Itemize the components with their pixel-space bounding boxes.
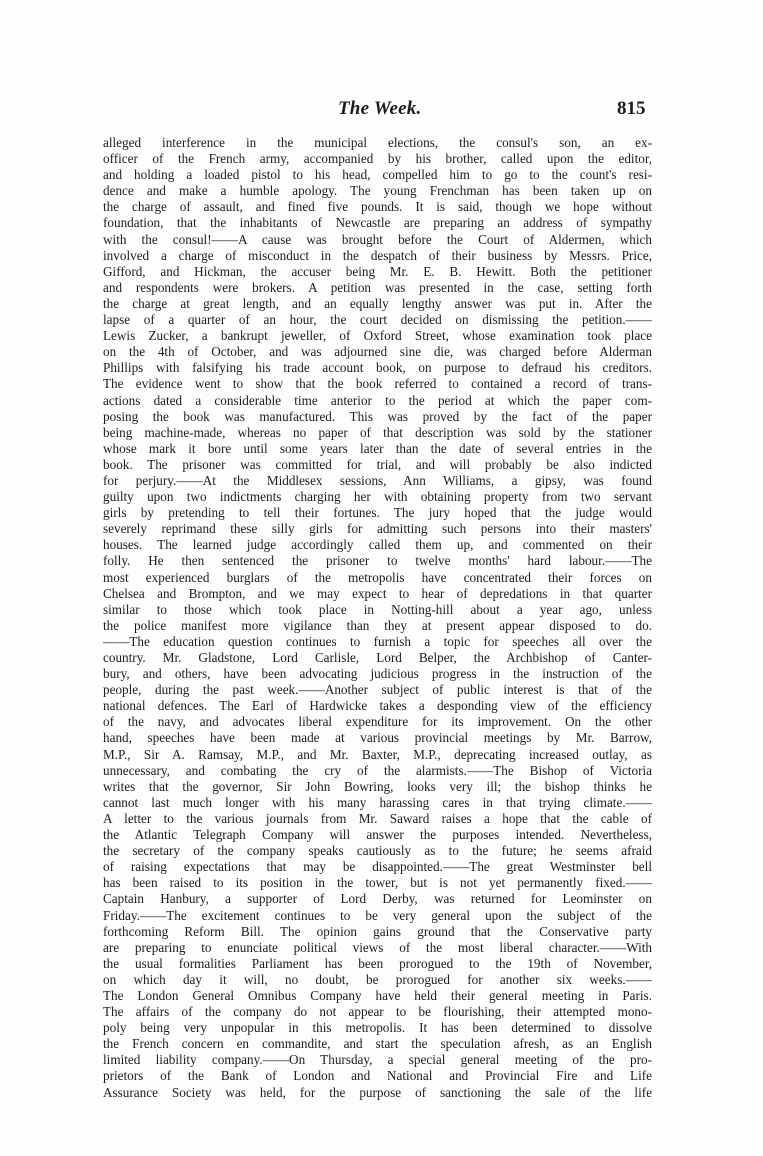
text-line: Lewis Zucker, a bankrupt jeweller, of Oxford Street, whose examination took place [103,328,652,344]
article-body [103,135,652,1117]
text-line: M.P., Sir A. Ramsay, M.P., and Mr. Baxter, M.P., deprecating increased outlay, as [103,746,652,762]
text-line [103,1101,652,1117]
text-line: most experienced burglars of the metropolis have concentrated their forces on [103,569,652,585]
text-line: and holding a loaded pistol to his head, compelled him to go to the count's resi- [103,167,652,183]
running-title: The Week. [338,98,422,119]
text-line: writes that the governor, Sir John Bowring, looks very ill; the bishop thinks he [103,778,652,794]
text-line: the police manifest more vigilance than they at present appear disposed to do. [103,617,652,633]
text-line: dence and make a humble apology. The young Frenchman has been taken up on [103,183,652,199]
text-line: on which day it will, no doubt, be prorogued for another six weeks.—— [103,971,652,987]
text-line: foundation, that the inhabitants of Newcastle are preparing an address of sympathy [103,215,652,231]
text-line: with the consul!——A cause was brought before the Court of Aldermen, which [103,231,652,247]
text-line: forthcoming Reform Bill. The opinion gains ground that the Conservative party [103,923,652,939]
text-line: the secretary of the company speaks cautiously as to the future; he seems afraid [103,843,652,859]
text-line: national defences. The Earl of Hardwicke takes a desponding view of the efficiency [103,698,652,714]
text-line: guilty upon two indictments charging her with obtaining property from two servant [103,489,652,505]
text-line: Chelsea and Brompton, and we may expect to hear of depredations in that quarter [103,585,652,601]
text-line: cannot last much longer with his many harassing cares in that trying climate.—— [103,794,652,810]
text-line: lapse of a quarter of an hour, the court decided on dismissing the petition.—— [103,312,652,328]
text-line: houses. The learned judge accordingly called them up, and commented on their [103,537,652,553]
text-line: posing the book was manufactured. This was proved by the fact of the paper [103,408,652,424]
text-line: unnecessary, and combating the cry of the alarmists.——The Bishop of Victoria [103,762,652,778]
text-line: The evidence went to show that the book referred to contained a record of trans- [103,376,652,392]
text-line: people, during the past week.——Another subject of public interest is that of the [103,682,652,698]
text-line: of the navy, and advocates liberal expenditure for its improvement. On the other [103,714,652,730]
text-line: Phillips with falsifying his trade account book, on purpose to defraud his creditors. [103,360,652,376]
text-line: officer of the French army, accompanied by his brother, called upon the editor, [103,151,652,167]
text-line: country. Mr. Gladstone, Lord Carlisle, Lord Belper, the Archbishop of Canter- [103,650,652,665]
text-line: hand, speeches have been made at various provincial meetings by Mr. Barrow, [103,730,652,746]
text-line: of raising expectations that may be disappointed.——The great Westminster bell [103,859,652,875]
text-line: folly. He then sentenced the prisoner to twelve months' hard labour.——The [103,553,652,569]
text-line: being machine-made, whereas no paper of that description was sold by the stationer [103,424,652,440]
text-line: limited liability company.——On Thursday, a special general meeting of the pro- [103,1052,652,1068]
text-line: the charge at great length, and an equally lengthy answer was put in. After the [103,295,652,311]
text-line: on the 4th of October, and was adjourned sine die, was charged before Alderman [103,344,652,360]
text-line: A letter to the various journals from Mr. Saward raises a hope that the cable of [103,810,652,826]
text-line: the French concern en commandite, and start the speculation afresh, as an English [103,1036,652,1052]
text-line: Friday.——The excitement continues to be very general upon the subject of the [103,907,652,923]
page-number: 815 [617,98,646,119]
text-line: bury, and others, have been advocating judicious progress in the instruction of the [103,666,652,682]
text-line: for perjury.——At the Middlesex sessions, Ann Williams, a gipsy, was found [103,472,652,488]
text-line: involved a charge of misconduct in the despatch of their business by Messrs. Price, [103,247,652,263]
text-line: are preparing to enunciate political views of the most liberal character.——With [103,939,652,955]
text-line: ——The education question continues to furnish a topic for speeches all over the [103,633,652,649]
text-line: actions dated a considerable time anterior to the period at which the paper com- [103,392,652,408]
text-line: the usual formalities Parliament has been prorogued to the 19th of November, [103,955,652,971]
text-line: prietors of the Bank of London and National and Provincial Fire and Life [103,1068,652,1084]
text-line: Gifford, and Hickman, the accuser being Mr. E. B. Hewitt. Both the petitioner [103,263,652,279]
text-line: The affairs of the company do not appear to be flourishing, their attempted mono- [103,1004,652,1020]
text-line: book. The prisoner was committed for trial, and will probably be also indicted [103,456,652,472]
page-header [0,98,763,128]
text-line: the charge of assault, and fined five pounds. It is said, though we hope without [103,199,652,215]
text-line: girls by pretending to tell their fortunes. The jury hoped that the judge would [103,505,652,521]
text-line: and respondents were brokers. A petition was presented in the case, setting forth [103,279,652,295]
text-line: severely reprimand these silly girls for admitting such persons into their masters' [103,521,652,537]
text-line: Assurance Society was held, for the purpose of sanctioning the sale of the life [103,1084,652,1100]
text-line: the Atlantic Telegraph Company will answer the purposes intended. Nevertheless, [103,827,652,843]
text-line: Captain Hanbury, a supporter of Lord Derby, was returned for Leominster on [103,891,652,907]
text-line: poly being very unpopular in this metropolis. It has been determined to dissolve [103,1020,652,1036]
text-line: The London General Omnibus Company have held their general meeting in Paris. [103,987,652,1003]
text-line: similar to those which took place in Notting-hill about a year ago, unless [103,601,652,617]
text-line: whose mark it bore until some years later than the date of several entries in the [103,440,652,456]
text-line: has been raised to its position in the tower, but is not yet permanently fixed.—— [103,875,652,891]
text-line: alleged interference in the municipal elections, the consul's son, an ex- [103,135,652,150]
